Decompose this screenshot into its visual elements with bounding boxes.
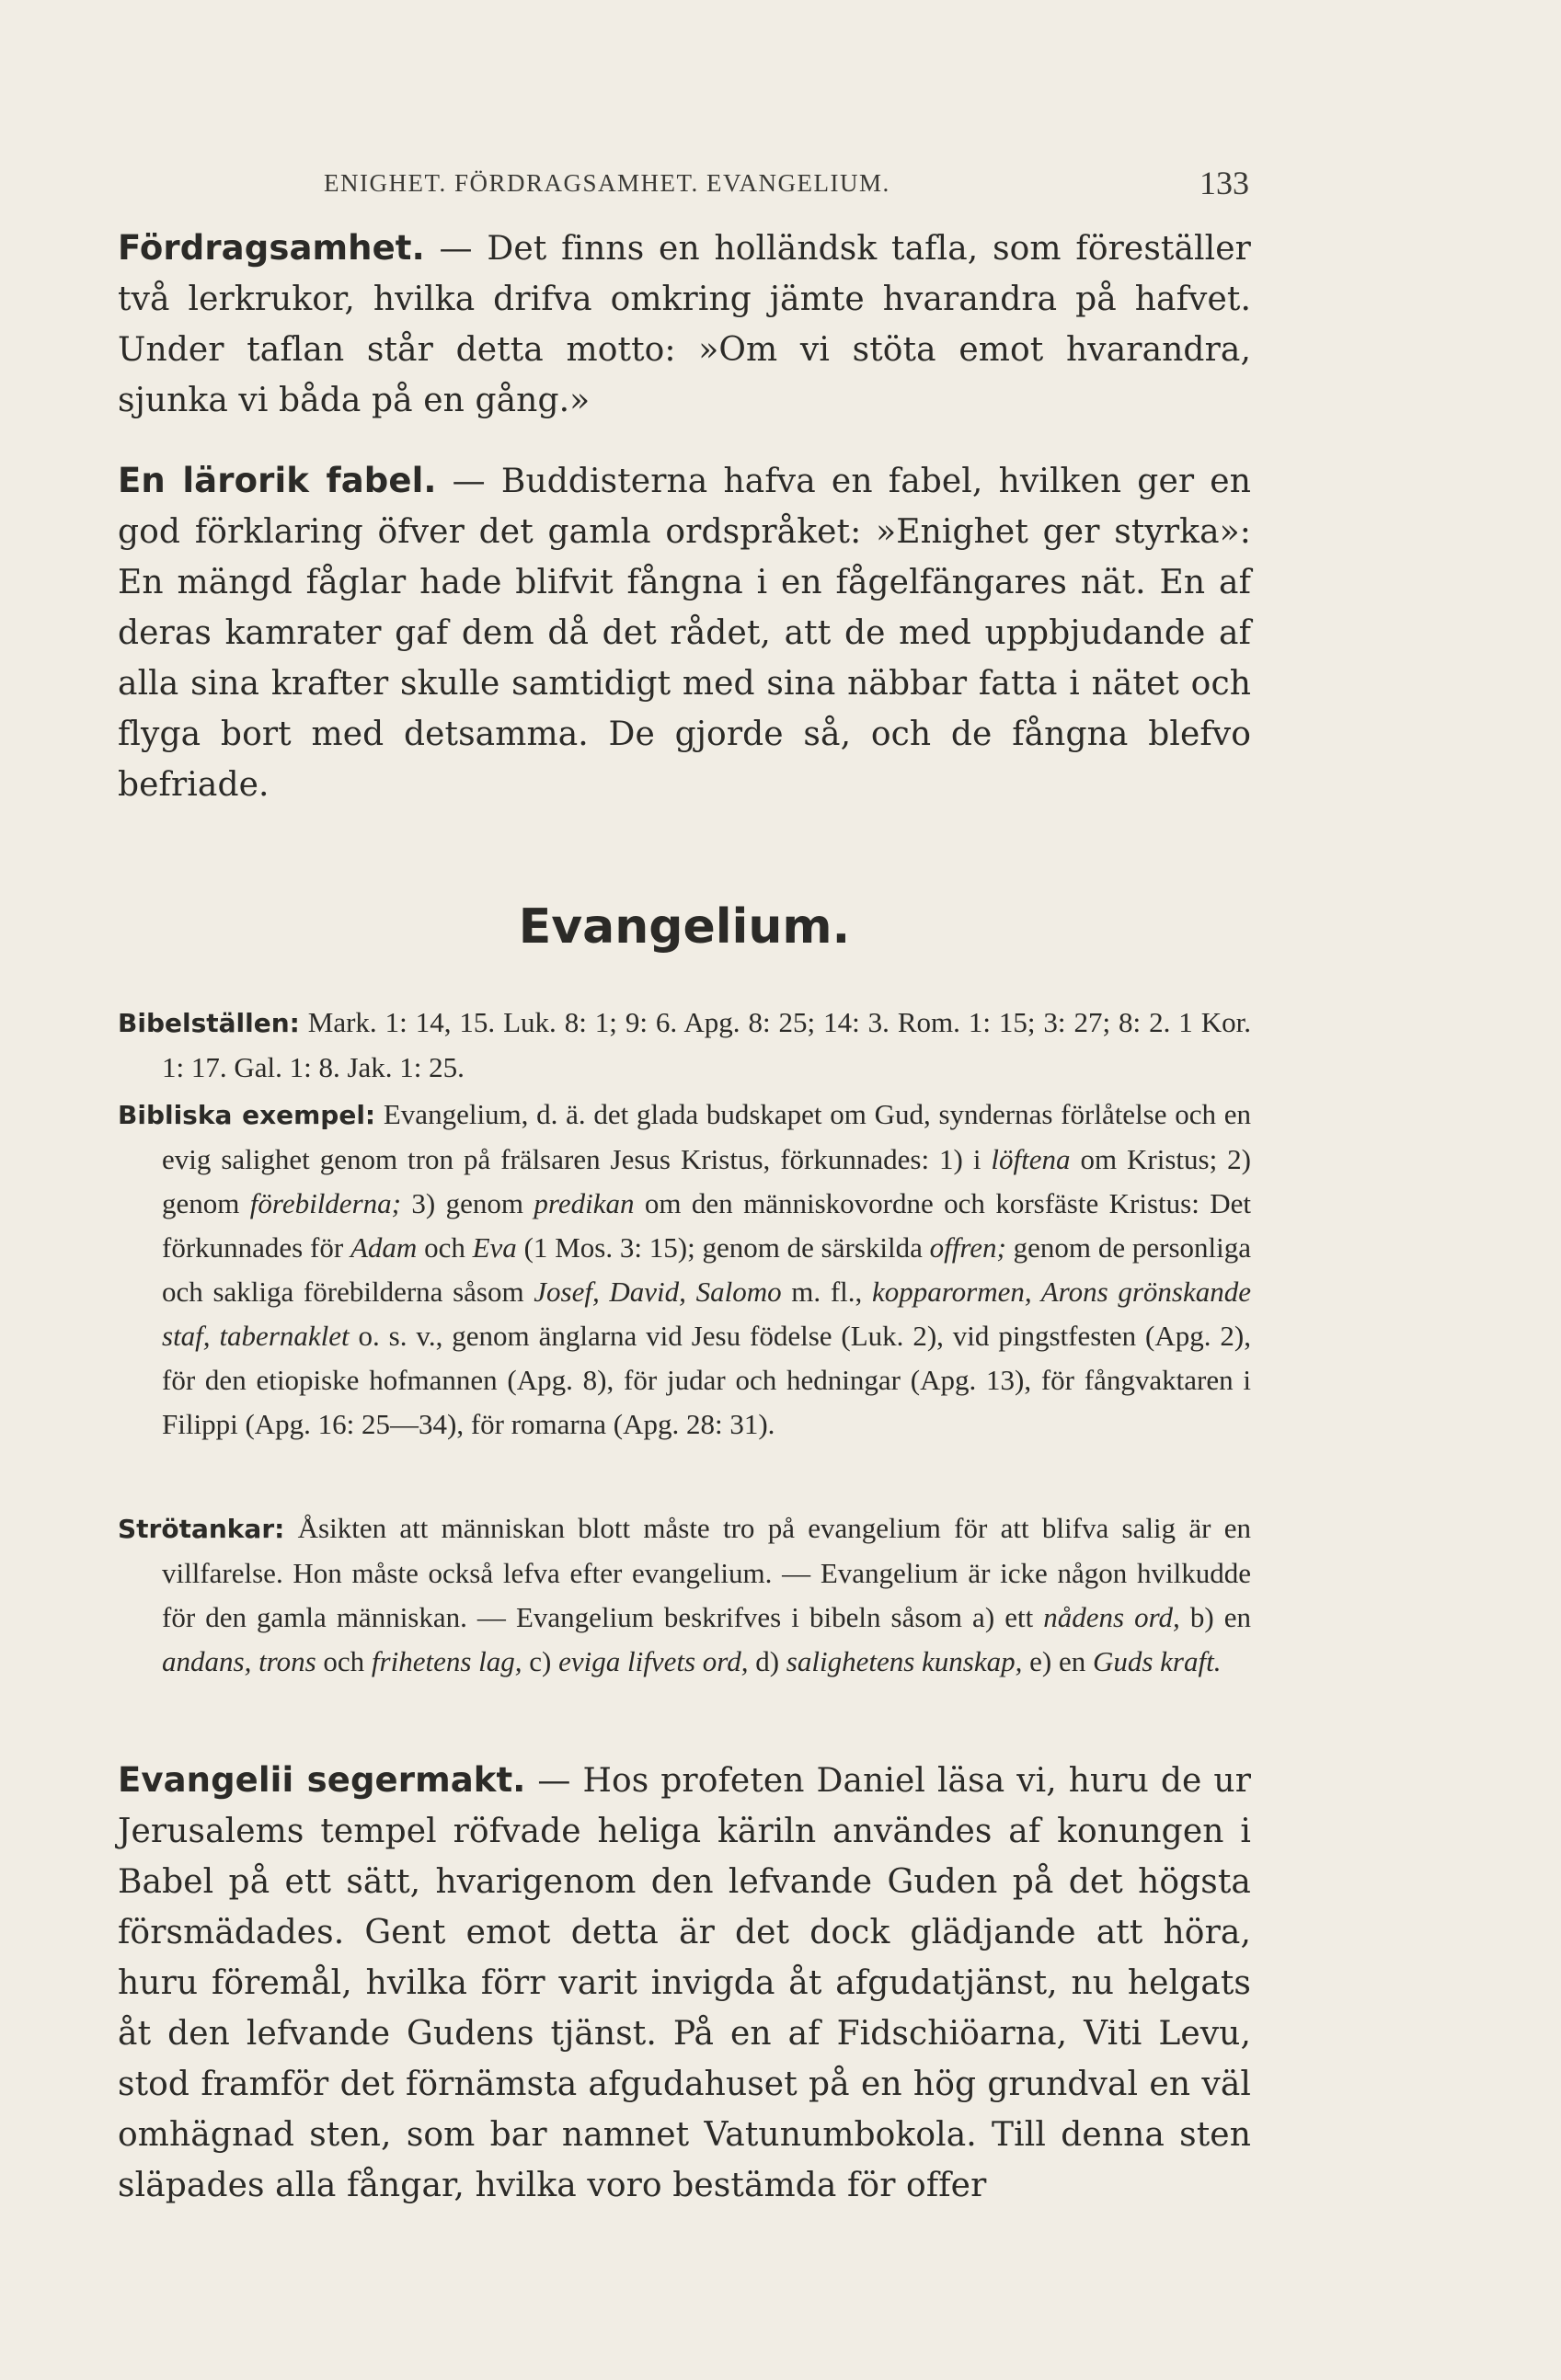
strotankar-text: d) xyxy=(748,1645,786,1677)
strotankar-italic: frihetens lag, xyxy=(371,1645,522,1677)
exempel-text: genom de personliga och sakliga förebilderna såsom xyxy=(162,1231,1252,1308)
exempel-text: o. s. v., genom änglarna vid Jesu födelse (Luk. 2), vid pingstfesten (Apg. 2), för den etiopiske hofmannen (Apg. 8), för judar och hedningar (Apg. 13), för fångvaktaren i Filippi (Apg. 16: 25—34), för romarna (Apg. 28: 31). xyxy=(162,1320,1251,1440)
exempel-text: om Kristus; 2) genom xyxy=(162,1143,1251,1219)
strotankar-italic: Guds kraft. xyxy=(1092,1645,1222,1677)
strotankar-text: e) en xyxy=(1022,1645,1093,1677)
bibelstallen-label: Bibelställen: xyxy=(118,1008,300,1038)
exempel-text: m. fl., xyxy=(781,1276,872,1308)
paragraph-lärorik-fabel xyxy=(118,455,1251,810)
paragraph-lead: Evangelii segermakt. xyxy=(118,1760,526,1800)
bibelstallen-block xyxy=(118,1001,1251,1090)
exempel-italic: offren; xyxy=(929,1231,1006,1264)
exempel-italic: kopparormen, Arons grönskande staf, tabernaklet xyxy=(162,1276,1251,1352)
strotankar-text: Åsikten att människan blott måste tro på evangelium för att blifva salig är en villfarelse. Hon måste också lefva efter evangelium. — Evangelium är icke någon hvilkudde för den gamla människan. — Evangelium beskrifves i bibeln såsom a) ett xyxy=(162,1512,1251,1633)
strotankar-italic: nådens ord, xyxy=(1043,1601,1180,1633)
strotankar-label: Strötankar: xyxy=(118,1514,285,1544)
exempel-text: och xyxy=(417,1231,473,1264)
running-head xyxy=(324,164,1249,208)
exempel-italic: löftena xyxy=(991,1143,1071,1175)
strotankar-italic: salighetens kunskap, xyxy=(786,1645,1023,1677)
running-head-title: ENIGHET. FÖRDRAGSAMHET. EVANGELIUM. xyxy=(324,169,890,197)
bibliska-exempel-block xyxy=(118,1093,1251,1447)
paragraph-text: — Buddisterna hafva en fabel, hvilken ger en god förklaring öfver det gamla ordspråket: »Enighet ger styrka»: En mängd fåglar hade blifvit fångna i en fågelfängares nät. En af deras kamrater gaf dem då det rådet, att de med uppbjudande af alla sina krafter skulle samtidigt med sina näbbar fatta i nätet och flyga bort med detsamma. De gjorde så, och de fångna blefvo befriade. xyxy=(118,463,1251,804)
strotankar-block xyxy=(118,1506,1251,1684)
paragraph-lead: En lärorik fabel. xyxy=(118,461,437,500)
exempel-italic: Adam xyxy=(350,1231,418,1264)
exempel-label: Bibliska exempel: xyxy=(118,1100,376,1130)
exempel-text: (1 Mos. 3: 15); genom de särskilda xyxy=(516,1231,930,1264)
exempel-italic: förebilderna; xyxy=(249,1187,401,1219)
paragraph-text: — Hos profeten Daniel läsa vi, huru de ur Jerusalems tempel röfvade heliga käriln användes af konungen i Babel på ett sätt, hvarigenom den lefvande Guden på det högsta försmädades. Gent emot detta är det dock glädjande att höra, huru föremål, hvilka förr varit invigda åt afgudatjänst, nu helgats åt den lefvande Gudens tjänst. På en af Fidschiöarna, Viti Levu, stod framför det förnämsta afgudahuset på en hög grundval en väl omhägnad sten, som bar namnet Vatunumbokola. Till denna sten släpades alla fångar, hvilka voro bestämda för offer xyxy=(118,1762,1252,2204)
strotankar-text: b) en xyxy=(1179,1601,1251,1633)
paragraph-lead: Fördragsamhet. xyxy=(118,228,425,268)
exempel-italic: Josef, David, Salomo xyxy=(534,1276,782,1308)
exempel-text: Evangelium, d. ä. det glada budskapet om Gud, syndernas förlåtelse och en evig salighet genom tron på frälsaren Jesus Kristus, förkunnades: 1) i xyxy=(162,1098,1251,1175)
exempel-text: om den människovordne och korsfäste Kristus: Det förkunnades för xyxy=(162,1187,1251,1264)
exempel-text: 3) genom xyxy=(400,1187,534,1219)
paragraph-fordragsamhet xyxy=(118,223,1251,426)
page-number: 133 xyxy=(1199,165,1249,201)
strotankar-text: c) xyxy=(522,1645,559,1677)
paragraph-evangelii-segermakt xyxy=(118,1755,1251,2211)
exempel-italic: Eva xyxy=(472,1231,517,1264)
bibelstallen-text: Mark. 1: 14, 15. Luk. 8: 1; 9: 6. Apg. 8: 25; 14: 3. Rom. 1: 15; 3: 27; 8: 2. 1 Kor. 1: 17. Gal. 1: 8. Jak. 1: 25. xyxy=(162,1006,1251,1083)
exempel-italic: predikan xyxy=(534,1187,635,1219)
strotankar-italic: andans, trons xyxy=(162,1645,316,1677)
strotankar-italic: eviga lifvets ord, xyxy=(558,1645,749,1677)
section-title: Evangelium. xyxy=(518,899,851,955)
paragraph-text: — Det finns en holländsk tafla, som föreställer två lerkrukor, hvilka drifva omkring jämte hvarandra på hafvet. Under taflan står detta motto: »Om vi stöta emot hvarandra, sjunka vi båda på en gång.» xyxy=(118,230,1251,419)
strotankar-text: och xyxy=(316,1645,372,1677)
